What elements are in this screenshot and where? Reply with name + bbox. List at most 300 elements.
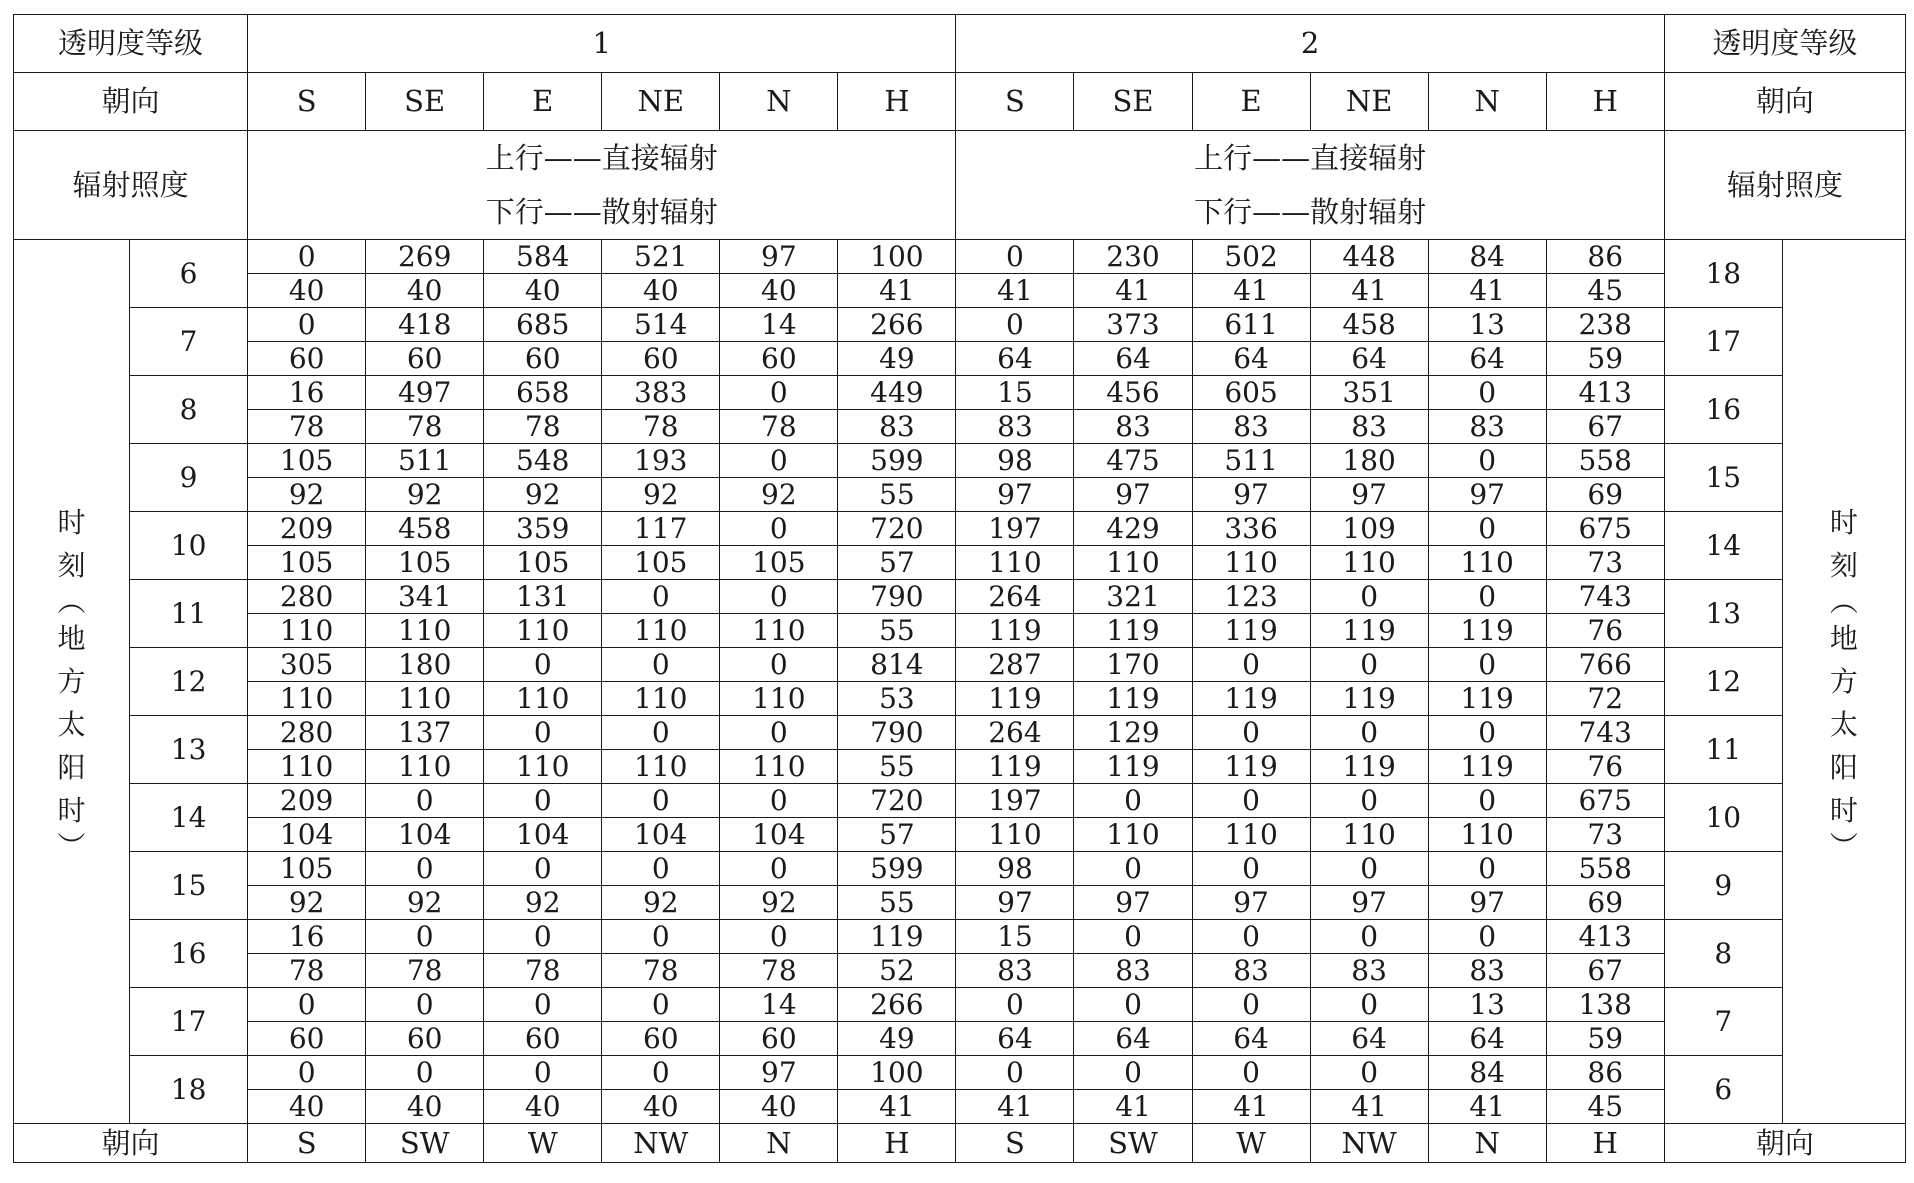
orientation-label-right: 朝向 <box>1664 73 1905 131</box>
diffuse-value-cell: 45 <box>1546 1090 1664 1124</box>
diffuse-value-cell: 119 <box>1428 682 1546 716</box>
direct-value-cell: 458 <box>366 512 484 546</box>
diffuse-value-cell: 110 <box>602 614 720 648</box>
diffuse-value-cell: 41 <box>1428 274 1546 308</box>
direct-value-cell: 351 <box>1310 376 1428 410</box>
hour-left-cell: 18 <box>130 1056 248 1124</box>
direct-value-cell: 0 <box>366 852 484 886</box>
hour-right-cell: 18 <box>1664 240 1782 308</box>
direct-value-cell: 0 <box>484 852 602 886</box>
solar-radiation-table <box>13 14 1906 1163</box>
direct-value-cell: 814 <box>838 648 956 682</box>
direct-value-cell: 0 <box>1428 784 1546 818</box>
diffuse-value-cell: 97 <box>1428 886 1546 920</box>
hour-row-diffuse <box>14 818 1906 852</box>
hour-right-cell: 13 <box>1664 580 1782 648</box>
direct-value-cell: 264 <box>956 716 1074 750</box>
direct-value-cell: 449 <box>838 376 956 410</box>
direct-value-cell: 373 <box>1074 308 1192 342</box>
diffuse-value-cell: 83 <box>1310 954 1428 988</box>
diffuse-value-cell: 57 <box>838 818 956 852</box>
diffuse-value-cell: 78 <box>366 954 484 988</box>
diffuse-value-cell: 78 <box>484 410 602 444</box>
direct-value-cell: 0 <box>602 784 720 818</box>
diffuse-value-cell: 41 <box>956 1090 1074 1124</box>
direct-value-cell: 0 <box>248 240 366 274</box>
direct-value-cell: 264 <box>956 580 1074 614</box>
direct-value-cell: 0 <box>720 512 838 546</box>
diffuse-value-cell: 119 <box>1192 750 1310 784</box>
diffuse-value-cell: 60 <box>248 342 366 376</box>
diffuse-value-cell: 97 <box>1074 478 1192 512</box>
side-label-char: 时 <box>1829 506 1858 539</box>
diffuse-value-cell: 119 <box>1310 750 1428 784</box>
direct-value-cell: 105 <box>248 444 366 478</box>
direct-value-cell: 0 <box>1074 920 1192 954</box>
diffuse-value-cell: 105 <box>248 546 366 580</box>
direct-value-cell: 280 <box>248 716 366 750</box>
hour-row-direct <box>14 852 1906 886</box>
hour-row-diffuse <box>14 410 1906 444</box>
side-label-char: 地 <box>57 622 86 655</box>
diffuse-value-cell: 45 <box>1546 274 1664 308</box>
direct-value-cell: 0 <box>1192 716 1310 750</box>
diffuse-value-cell: 119 <box>956 682 1074 716</box>
orientation-cell: E <box>484 73 602 131</box>
diffuse-value-cell: 78 <box>602 410 720 444</box>
side-label-char: 阳 <box>1829 751 1858 784</box>
diffuse-value-cell: 83 <box>1074 410 1192 444</box>
diffuse-value-cell: 105 <box>484 546 602 580</box>
hour-row-diffuse <box>14 614 1906 648</box>
hour-row-direct <box>14 988 1906 1022</box>
diffuse-value-cell: 41 <box>1310 274 1428 308</box>
direct-value-cell: 359 <box>484 512 602 546</box>
diffuse-value-cell: 69 <box>1546 478 1664 512</box>
direct-value-cell: 675 <box>1546 784 1664 818</box>
footer-orientation-cell: W <box>484 1124 602 1163</box>
hour-row-direct <box>14 920 1906 954</box>
diffuse-value-cell: 64 <box>1192 1022 1310 1056</box>
hour-left-cell: 13 <box>130 716 248 784</box>
direct-value-cell: 0 <box>248 1056 366 1090</box>
hour-row-diffuse <box>14 1022 1906 1056</box>
hour-row-diffuse <box>14 886 1906 920</box>
direct-value-cell: 0 <box>1428 444 1546 478</box>
side-label-char: 时 <box>57 506 86 539</box>
diffuse-value-cell: 110 <box>366 682 484 716</box>
diffuse-value-cell: 119 <box>1428 750 1546 784</box>
direct-value-cell: 193 <box>602 444 720 478</box>
diffuse-value-cell: 41 <box>1428 1090 1546 1124</box>
diffuse-value-cell: 110 <box>484 750 602 784</box>
diffuse-value-cell: 104 <box>602 818 720 852</box>
direct-value-cell: 0 <box>1074 784 1192 818</box>
direct-value-cell: 0 <box>720 648 838 682</box>
side-label-char: 地 <box>1829 622 1858 655</box>
diffuse-value-cell: 110 <box>1074 546 1192 580</box>
direct-value-cell: 0 <box>1310 648 1428 682</box>
diffuse-value-cell: 64 <box>1074 342 1192 376</box>
diffuse-value-cell: 97 <box>956 478 1074 512</box>
hour-row-direct <box>14 308 1906 342</box>
direct-value-cell: 743 <box>1546 716 1664 750</box>
hour-row-direct <box>14 512 1906 546</box>
diffuse-value-cell: 40 <box>248 274 366 308</box>
diffuse-value-cell: 59 <box>1546 1022 1664 1056</box>
direct-value-cell: 720 <box>838 512 956 546</box>
diffuse-value-cell: 92 <box>720 478 838 512</box>
diffuse-value-cell: 97 <box>1310 886 1428 920</box>
diffuse-value-cell: 83 <box>1192 954 1310 988</box>
diffuse-value-cell: 83 <box>956 954 1074 988</box>
direct-value-cell: 720 <box>838 784 956 818</box>
direct-value-cell: 497 <box>366 376 484 410</box>
direct-value-cell: 0 <box>720 852 838 886</box>
direct-value-cell: 209 <box>248 512 366 546</box>
diffuse-value-cell: 110 <box>1428 818 1546 852</box>
transparency-level-2: 2 <box>956 15 1664 73</box>
side-label-char: 时 <box>1829 794 1858 827</box>
direct-value-cell: 15 <box>956 920 1074 954</box>
orientation-cell: H <box>1546 73 1664 131</box>
direct-value-cell: 0 <box>1192 784 1310 818</box>
direct-value-cell: 448 <box>1310 240 1428 274</box>
direct-value-cell: 266 <box>838 988 956 1022</box>
direct-value-cell: 105 <box>248 852 366 886</box>
hour-row-direct <box>14 444 1906 478</box>
diffuse-value-cell: 40 <box>484 1090 602 1124</box>
orientation-cell: E <box>1192 73 1310 131</box>
diffuse-value-cell: 110 <box>1428 546 1546 580</box>
diffuse-value-cell: 73 <box>1546 546 1664 580</box>
direct-value-cell: 0 <box>720 784 838 818</box>
hour-left-cell: 6 <box>130 240 248 308</box>
direct-value-cell: 0 <box>956 240 1074 274</box>
hour-right-cell: 12 <box>1664 648 1782 716</box>
diffuse-value-cell: 110 <box>1310 546 1428 580</box>
direct-value-cell: 790 <box>838 580 956 614</box>
diffuse-value-cell: 78 <box>720 954 838 988</box>
direct-value-cell: 0 <box>602 988 720 1022</box>
direct-value-cell: 0 <box>602 1056 720 1090</box>
hour-row-direct <box>14 1056 1906 1090</box>
direct-value-cell: 0 <box>1428 512 1546 546</box>
direct-value-cell: 0 <box>248 308 366 342</box>
hour-right-cell: 10 <box>1664 784 1782 852</box>
diffuse-value-cell: 78 <box>248 954 366 988</box>
direct-value-cell: 180 <box>366 648 484 682</box>
hour-left-cell: 10 <box>130 512 248 580</box>
hour-row-diffuse <box>14 1090 1906 1124</box>
diffuse-value-cell: 110 <box>248 750 366 784</box>
diffuse-value-cell: 92 <box>248 478 366 512</box>
direct-value-cell: 0 <box>484 716 602 750</box>
hour-row-direct <box>14 240 1906 274</box>
diffuse-value-cell: 41 <box>1192 1090 1310 1124</box>
diffuse-value-cell: 64 <box>1310 1022 1428 1056</box>
side-label-char: ︶ <box>1829 830 1858 863</box>
diffuse-value-cell: 73 <box>1546 818 1664 852</box>
diffuse-value-cell: 59 <box>1546 342 1664 376</box>
diffuse-value-cell: 78 <box>366 410 484 444</box>
diffuse-value-cell: 60 <box>720 342 838 376</box>
direct-value-cell: 238 <box>1546 308 1664 342</box>
diffuse-value-cell: 78 <box>720 410 838 444</box>
diffuse-value-cell: 110 <box>956 546 1074 580</box>
diffuse-value-cell: 57 <box>838 546 956 580</box>
direct-value-cell: 0 <box>602 580 720 614</box>
diffuse-value-cell: 40 <box>484 274 602 308</box>
direct-value-cell: 548 <box>484 444 602 478</box>
side-label-char: ︵ <box>57 585 86 618</box>
diffuse-value-cell: 40 <box>720 1090 838 1124</box>
orientation-cell: H <box>838 73 956 131</box>
diffuse-value-cell: 52 <box>838 954 956 988</box>
rows-note-direct: 上行——直接辐射 <box>1194 141 1427 175</box>
hour-row-diffuse <box>14 478 1906 512</box>
footer-orientation-cell: NW <box>602 1124 720 1163</box>
direct-value-cell: 170 <box>1074 648 1192 682</box>
diffuse-value-cell: 92 <box>720 886 838 920</box>
direct-value-cell: 336 <box>1192 512 1310 546</box>
direct-value-cell: 383 <box>602 376 720 410</box>
diffuse-value-cell: 64 <box>1074 1022 1192 1056</box>
transparency-level-1: 1 <box>248 15 956 73</box>
diffuse-value-cell: 97 <box>1428 478 1546 512</box>
direct-value-cell: 84 <box>1428 1056 1546 1090</box>
direct-value-cell: 100 <box>838 240 956 274</box>
time-label-left <box>14 240 130 1124</box>
hour-left-cell: 9 <box>130 444 248 512</box>
direct-value-cell: 13 <box>1428 988 1546 1022</box>
direct-value-cell: 0 <box>720 376 838 410</box>
diffuse-value-cell: 69 <box>1546 886 1664 920</box>
hour-right-cell: 17 <box>1664 308 1782 376</box>
direct-value-cell: 13 <box>1428 308 1546 342</box>
rows-note-level-1 <box>248 131 956 240</box>
radiation-table-container <box>13 14 1906 1169</box>
diffuse-value-cell: 55 <box>838 478 956 512</box>
diffuse-value-cell: 67 <box>1546 410 1664 444</box>
footer-orientation-cell: NW <box>1310 1124 1428 1163</box>
orientation-header-row <box>14 73 1906 131</box>
rows-note-diffuse: 下行——散射辐射 <box>1194 195 1427 229</box>
diffuse-value-cell: 64 <box>956 1022 1074 1056</box>
hour-row-diffuse <box>14 274 1906 308</box>
direct-value-cell: 86 <box>1546 240 1664 274</box>
diffuse-value-cell: 119 <box>1192 614 1310 648</box>
direct-value-cell: 502 <box>1192 240 1310 274</box>
transparency-label-right: 透明度等级 <box>1664 15 1905 73</box>
direct-value-cell: 0 <box>956 308 1074 342</box>
hour-left-cell: 7 <box>130 308 248 376</box>
diffuse-value-cell: 83 <box>1192 410 1310 444</box>
direct-value-cell: 269 <box>366 240 484 274</box>
direct-value-cell: 97 <box>720 1056 838 1090</box>
direct-value-cell: 86 <box>1546 1056 1664 1090</box>
hour-row-diffuse <box>14 342 1906 376</box>
diffuse-value-cell: 105 <box>720 546 838 580</box>
hour-left-cell: 15 <box>130 852 248 920</box>
direct-value-cell: 429 <box>1074 512 1192 546</box>
direct-value-cell: 180 <box>1310 444 1428 478</box>
rows-note-diffuse: 下行——散射辐射 <box>485 195 718 229</box>
direct-value-cell: 0 <box>1192 920 1310 954</box>
diffuse-value-cell: 110 <box>248 614 366 648</box>
direct-value-cell: 0 <box>1310 988 1428 1022</box>
direct-value-cell: 685 <box>484 308 602 342</box>
direct-value-cell: 197 <box>956 512 1074 546</box>
diffuse-value-cell: 55 <box>838 750 956 784</box>
side-label-char: 刻 <box>1829 549 1858 582</box>
side-label-char: ︶ <box>57 830 86 863</box>
diffuse-value-cell: 119 <box>1428 614 1546 648</box>
diffuse-value-cell: 92 <box>602 886 720 920</box>
footer-orientation-cell: N <box>1428 1124 1546 1163</box>
diffuse-value-cell: 104 <box>248 818 366 852</box>
direct-value-cell: 0 <box>1074 1056 1192 1090</box>
diffuse-value-cell: 105 <box>602 546 720 580</box>
diffuse-value-cell: 60 <box>248 1022 366 1056</box>
hour-left-cell: 8 <box>130 376 248 444</box>
hour-left-cell: 16 <box>130 920 248 988</box>
direct-value-cell: 511 <box>1192 444 1310 478</box>
direct-value-cell: 514 <box>602 308 720 342</box>
diffuse-value-cell: 92 <box>602 478 720 512</box>
footer-orientation-cell: W <box>1192 1124 1310 1163</box>
diffuse-value-cell: 76 <box>1546 750 1664 784</box>
hour-row-diffuse <box>14 682 1906 716</box>
diffuse-value-cell: 67 <box>1546 954 1664 988</box>
diffuse-value-cell: 97 <box>1074 886 1192 920</box>
transparency-label-left: 透明度等级 <box>14 15 248 73</box>
diffuse-value-cell: 40 <box>720 274 838 308</box>
irradiance-header-row <box>14 131 1906 240</box>
direct-value-cell: 0 <box>720 444 838 478</box>
direct-value-cell: 558 <box>1546 444 1664 478</box>
direct-value-cell: 14 <box>720 308 838 342</box>
hour-right-cell: 14 <box>1664 512 1782 580</box>
orientation-cell: NE <box>1310 73 1428 131</box>
direct-value-cell: 511 <box>366 444 484 478</box>
direct-value-cell: 321 <box>1074 580 1192 614</box>
orientation-cell: N <box>720 73 838 131</box>
direct-value-cell: 0 <box>1428 920 1546 954</box>
diffuse-value-cell: 40 <box>602 274 720 308</box>
direct-value-cell: 0 <box>248 988 366 1022</box>
diffuse-value-cell: 92 <box>366 478 484 512</box>
side-label-char: ︵ <box>1829 585 1858 618</box>
diffuse-value-cell: 104 <box>484 818 602 852</box>
direct-value-cell: 0 <box>1074 852 1192 886</box>
diffuse-value-cell: 119 <box>1074 614 1192 648</box>
diffuse-value-cell: 41 <box>838 1090 956 1124</box>
side-label-char: 太 <box>1829 708 1858 741</box>
time-label-right <box>1782 240 1905 1124</box>
rows-note-level-2 <box>956 131 1664 240</box>
diffuse-value-cell: 78 <box>248 410 366 444</box>
diffuse-value-cell: 119 <box>1074 682 1192 716</box>
direct-value-cell: 341 <box>366 580 484 614</box>
direct-value-cell: 0 <box>720 580 838 614</box>
hour-right-cell: 16 <box>1664 376 1782 444</box>
side-label-char: 时 <box>57 794 86 827</box>
direct-value-cell: 0 <box>602 852 720 886</box>
diffuse-value-cell: 110 <box>1310 818 1428 852</box>
direct-value-cell: 0 <box>1428 716 1546 750</box>
direct-value-cell: 475 <box>1074 444 1192 478</box>
diffuse-value-cell: 40 <box>366 1090 484 1124</box>
orientation-cell: SE <box>366 73 484 131</box>
side-label-char: 方 <box>57 665 86 698</box>
direct-value-cell: 675 <box>1546 512 1664 546</box>
diffuse-value-cell: 40 <box>602 1090 720 1124</box>
diffuse-value-cell: 119 <box>1310 614 1428 648</box>
diffuse-value-cell: 55 <box>838 886 956 920</box>
direct-value-cell: 129 <box>1074 716 1192 750</box>
diffuse-value-cell: 64 <box>1428 342 1546 376</box>
direct-value-cell: 458 <box>1310 308 1428 342</box>
hour-left-cell: 11 <box>130 580 248 648</box>
direct-value-cell: 138 <box>1546 988 1664 1022</box>
footer-orientation-cell: N <box>720 1124 838 1163</box>
direct-value-cell: 0 <box>1192 852 1310 886</box>
direct-value-cell: 0 <box>484 988 602 1022</box>
direct-value-cell: 658 <box>484 376 602 410</box>
diffuse-value-cell: 60 <box>602 1022 720 1056</box>
direct-value-cell: 0 <box>1428 376 1546 410</box>
footer-orientation-label-left: 朝向 <box>14 1124 248 1163</box>
diffuse-value-cell: 41 <box>1074 1090 1192 1124</box>
diffuse-value-cell: 110 <box>366 750 484 784</box>
hour-right-cell: 15 <box>1664 444 1782 512</box>
direct-value-cell: 0 <box>366 920 484 954</box>
direct-value-cell: 0 <box>1428 580 1546 614</box>
diffuse-value-cell: 49 <box>838 342 956 376</box>
hour-row-direct <box>14 784 1906 818</box>
direct-value-cell: 0 <box>602 648 720 682</box>
diffuse-value-cell: 83 <box>838 410 956 444</box>
diffuse-value-cell: 40 <box>248 1090 366 1124</box>
hour-left-cell: 14 <box>130 784 248 852</box>
direct-value-cell: 766 <box>1546 648 1664 682</box>
hour-row-direct <box>14 716 1906 750</box>
direct-value-cell: 0 <box>956 1056 1074 1090</box>
diffuse-value-cell: 110 <box>720 750 838 784</box>
diffuse-value-cell: 110 <box>720 614 838 648</box>
footer-orientation-cell: S <box>956 1124 1074 1163</box>
direct-value-cell: 418 <box>366 308 484 342</box>
transparency-header-row <box>14 15 1906 73</box>
orientation-cell: N <box>1428 73 1546 131</box>
direct-value-cell: 0 <box>484 648 602 682</box>
direct-value-cell: 197 <box>956 784 1074 818</box>
direct-value-cell: 209 <box>248 784 366 818</box>
diffuse-value-cell: 76 <box>1546 614 1664 648</box>
side-label-char: 刻 <box>57 549 86 582</box>
diffuse-value-cell: 40 <box>366 274 484 308</box>
diffuse-value-cell: 60 <box>366 1022 484 1056</box>
diffuse-value-cell: 110 <box>1192 546 1310 580</box>
diffuse-value-cell: 78 <box>602 954 720 988</box>
hour-right-cell: 9 <box>1664 852 1782 920</box>
hour-row-diffuse <box>14 954 1906 988</box>
direct-value-cell: 100 <box>838 1056 956 1090</box>
direct-value-cell: 0 <box>720 716 838 750</box>
direct-value-cell: 0 <box>1310 784 1428 818</box>
footer-orientation-cell: S <box>248 1124 366 1163</box>
